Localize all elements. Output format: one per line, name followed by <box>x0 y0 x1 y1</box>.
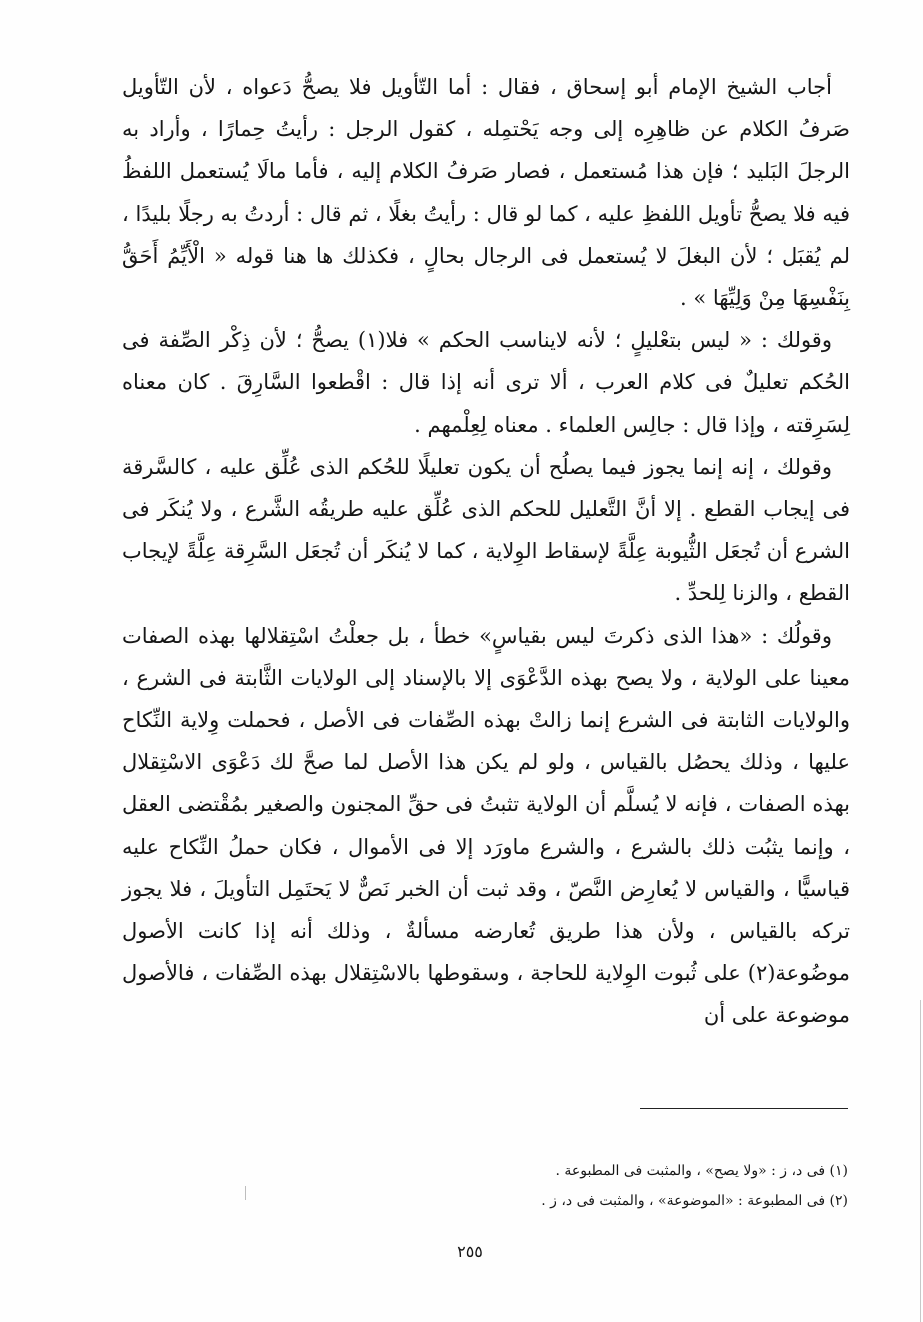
paragraph-3: وقولك ، إنه إنما يجوز فيما يصلُح أن يكون تعليلًا للحُكم الذى عُلِّق عليه ، كالسَّرقة فى إيجاب القطع . إلا أنَّ التَّعليل للحكم الذى عُلِّق عليه طريقُه الشَّرع ، ولا يُنكَر فى الشرع أن تُجعَل الثُّيوبة عِلَّةً لإسقاط الوِلاية ، كما لا يُنكَر أن تُجعَل السَّرِقة عِلَّةً لإيجاب القطع ، والزنا لِلحدِّ . <box>122 454 850 606</box>
scan-edge-line <box>920 1000 921 1322</box>
paragraph-2: وقولك : « ليس بتعْليلٍ ؛ لأنه لايناسب الحكم » فلا(١) يصحُّ ؛ لأن ذِكْر الصِّفة فى الحُكم تعليلٌ فى كلام العرب ، ألا ترى أنه إذا قال : اقْطعوا السَّارِقَ . كان معناه لِسَرِقته ، وإذا قال : جالِس العلماء . معناه لِعِلْمهم . <box>122 328 850 437</box>
scan-mark <box>245 1186 246 1200</box>
page-number: ٢٥٥ <box>457 1242 483 1261</box>
main-text <box>122 66 850 1037</box>
footnotes <box>300 1156 848 1216</box>
paragraph-4: وقولُك : «هذا الذى ذكرتَ ليس بقياسٍ» خطأ ، بل جعلْتُ اسْتِقلالها بهذه الصفات معينا على الولاية ، ولا يصح بهذه الدَّعْوَى إلا بالإسناد إلى الولايات الثَّابتة فى الشرع ، والولايات الثابتة فى الشرع إنما زالتْ بهذه الصِّفات فى الأصل ، فحملت وِلاية النِّكاح عليها ، وذلك يحصُل بالقياس ، ولو لم يكن هذا الأصل لما صحَّ لك دَعْوَى الاسْتِقلال بهذه الصفات ، فإنه لا يُسلَّم أن الولاية تثبتُ فى حقِّ المجنون والصغير بمُقْتضى العقل ، وإنما يثبُت ذلك بالشرع ، والشرع ماورَد إلا فى الأموال ، فكان حملُ النِّكاح عليه قياسيًّا ، والقياس لا يُعارِض النَّصّ ، وقد ثبت أن الخبر نَصٌّ لا يَحتَمِل التأويلَ ، فلا يجوز تركه بالقياس ، ولأن هذا طريق تُعارضه مسألةٌ ، وذلك أنه إذا كانت الأصول موضُوعة(٢) على ثُبوت الوِلاية للحاجة ، وسقوطها بالاسْتِقلال بهذه الصِّفات ، فالأصول موضوعة على أن <box>122 623 850 1028</box>
footnote-2: (٢) فى المطبوعة : «الموضوعة» ، والمثبت فى د، ز . <box>541 1193 848 1209</box>
footnote-1: (١) فى د، ز : «ولا يصح» ، والمثبت فى المطبوعة . <box>555 1163 848 1179</box>
paragraph-1: أجاب الشيخ الإمام أبو إسحاق ، فقال : أما التّأويل فلا يصحُّ دَعواه ، لأن التّأويل صَرفُ الكلام عن ظاهِرِه إلى وجه يَحْتمِله ، كقول الرجل : رأيتُ حِمارًا ، وأراد به الرجلَ البَليد ؛ فإن هذا مُستعمل ، فصار صَرفُ الكلام إليه ، فأما مالَا يُستعمل اللفظُ فيه فلا يصحُّ تأويل اللفظِ عليه ، كما لو قال : رأيتُ بغلًا ، ثم قال : أردتُ به رجلًا بليدًا ، لم يُقبَل ؛ لأن البغلَ لا يُستعمل فى الرجال بحالٍ ، فكذلك ها هنا قوله « الْأَيِّمُ أَحَقُّ بِنَفْسِهَا مِنْ وَلِيِّهَا » . <box>122 75 850 311</box>
footnote-divider <box>640 1108 848 1109</box>
